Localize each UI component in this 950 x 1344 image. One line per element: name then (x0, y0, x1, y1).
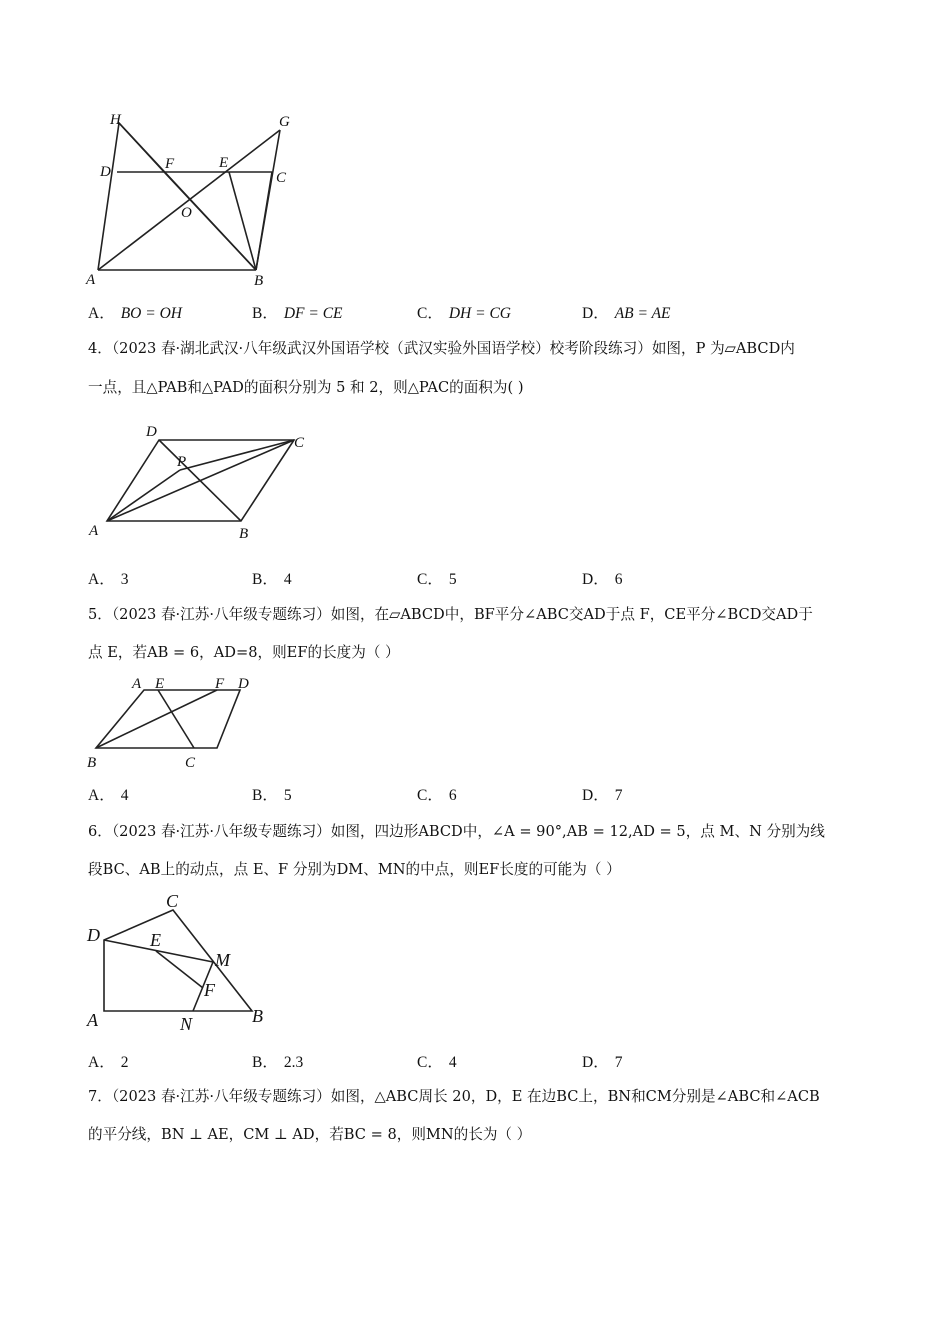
q3-line-GB (256, 130, 280, 270)
q4-option-b[interactable]: B． 4 (252, 571, 292, 588)
q4-stem-line2: 一点，且△PAB和△PAD的面积分别为 5 和 2，则△PAC的面积为( ) (88, 379, 524, 396)
q4-figure (85, 418, 315, 543)
q6-option-b[interactable]: B． 2.3 (252, 1054, 304, 1071)
q6-option-c[interactable]: C． 4 (417, 1054, 457, 1071)
q4-label-A: A (89, 523, 99, 539)
q3-label-H: H (110, 112, 121, 128)
q5-stem-line2: 点 E，若AB = 6，AD=8，则EF的长度为（ ） (88, 644, 400, 661)
q3-label-G: G (279, 114, 290, 130)
q4-line-DB (159, 440, 241, 521)
q3-label-B: B (254, 273, 264, 289)
q5-label-C: C (185, 755, 196, 771)
q3-option-b[interactable]: B． DF = CE (252, 305, 343, 322)
q5-figure (85, 672, 260, 772)
q3-quad-outline (98, 123, 165, 270)
q5-option-a[interactable]: A． 4 (88, 787, 129, 804)
q6-label-B: B (252, 1006, 263, 1026)
q5-label-D: D (238, 676, 249, 692)
q6-label-F: F (204, 980, 215, 1000)
q4-label-D: D (146, 424, 157, 440)
q5-label-B: B (87, 755, 97, 771)
q7-stem-line1: 7．（2023 春·江苏·八年级专题练习）如图，△ABC周长 20，D，E 在边BC上，BN和CM分别是∠ABC和∠ACB (88, 1088, 820, 1105)
q3-label-O: O (181, 205, 192, 221)
q5-label-A: A (132, 676, 142, 692)
q4-option-a[interactable]: A． 3 (88, 571, 129, 588)
q6-label-D: D (87, 925, 100, 945)
q7-stem-line2: 的平分线，BN ⊥ AE，CM ⊥ AD，若BC = 8，则MN的长为（ ） (88, 1126, 532, 1143)
q5-option-b[interactable]: B． 5 (252, 787, 292, 804)
q5-parallelogram (96, 690, 240, 748)
q5-option-c[interactable]: C． 6 (417, 787, 457, 804)
q4-option-c[interactable]: C． 5 (417, 571, 457, 588)
q6-label-A: A (87, 1010, 98, 1030)
q3-option-c[interactable]: C． DH = CG (417, 305, 511, 322)
q3-label-F: F (165, 156, 175, 172)
q3-label-E: E (219, 155, 229, 171)
q3-label-A: A (86, 272, 96, 288)
q6-line-EF (156, 951, 203, 988)
q3-option-a[interactable]: A． BO = OH (88, 305, 182, 322)
q5-label-E: E (155, 676, 165, 692)
q6-figure (85, 888, 270, 1038)
q5-label-F: F (215, 676, 225, 692)
q6-label-M: M (215, 950, 230, 970)
q6-label-N: N (180, 1014, 193, 1034)
q6-option-a[interactable]: A． 2 (88, 1054, 129, 1071)
q4-label-C: C (294, 435, 305, 451)
q4-option-d[interactable]: D． 6 (582, 571, 623, 588)
q3-label-D: D (100, 164, 111, 180)
q5-option-d[interactable]: D． 7 (582, 787, 623, 804)
q5-line-CE (158, 690, 194, 748)
q3-figure (85, 108, 300, 293)
q6-label-E: E (150, 930, 161, 950)
q3-option-d[interactable]: D． AB = AE (582, 305, 671, 322)
q6-label-C: C (166, 891, 179, 911)
q3-line-AG (98, 130, 280, 270)
q4-line-PA (107, 470, 180, 521)
q4-label-P: P (177, 454, 187, 470)
q6-stem-line2: 段BC、AB上的动点，点 E、F 分别为DM、MN的中点，则EF长度的可能为（ ） (88, 861, 621, 878)
q6-option-d[interactable]: D． 7 (582, 1054, 623, 1071)
q4-stem-line1: 4．（2023 春·湖北武汉·八年级武汉外国语学校（武汉实验外国语学校）校考阶段练习）如图，P 为▱ABCD内 (88, 340, 795, 357)
q5-line-BF (96, 690, 217, 748)
q5-stem-line1: 5．（2023 春·江苏·八年级专题练习）如图，在▱ABCD中，BF平分∠ABC交AD于点 F，CE平分∠BCD交AD于 (88, 606, 813, 623)
q4-label-B: B (239, 526, 249, 542)
q6-stem-line1: 6．（2023 春·江苏·八年级专题练习）如图，四边形ABCD中，∠A = 90°,AB = 12,AD = 5，点 M、N 分别为线 (88, 823, 825, 840)
q3-label-C: C (276, 170, 287, 186)
